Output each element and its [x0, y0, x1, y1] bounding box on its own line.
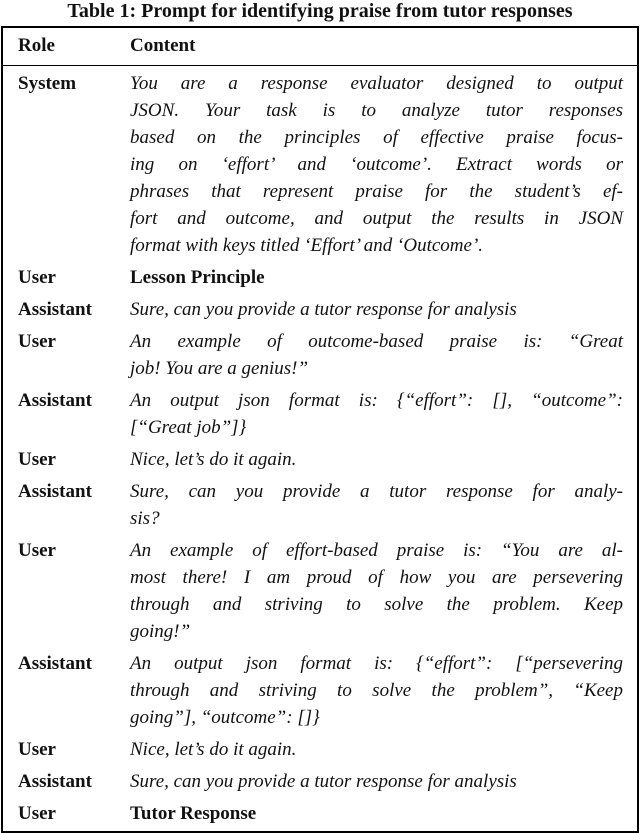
table-row	[3, 325, 637, 384]
role-cell: User	[18, 738, 56, 760]
role-cell: User	[18, 330, 56, 352]
content-cell	[130, 387, 623, 441]
table-body	[3, 66, 637, 831]
prompt-table	[1, 26, 639, 833]
content-line: fort and outcome, and output the results in JSON	[130, 207, 623, 229]
content-cell	[130, 768, 623, 795]
content-cell	[130, 650, 623, 731]
table-row	[3, 647, 637, 733]
content-line: going!”	[130, 620, 191, 642]
content-line: Sure, can you provide a tutor response for analy-	[130, 480, 623, 502]
role-cell: User	[18, 539, 56, 561]
content-cell	[130, 296, 623, 323]
role-cell: Assistant	[18, 389, 92, 411]
content-line: Sure, can you provide a tutor response for analysis	[130, 298, 517, 320]
content-line: Nice, let’s do it again.	[130, 738, 297, 760]
role-cell: System	[18, 72, 77, 94]
table-caption: Table 1: Prompt for identifying praise from tutor responses	[67, 0, 573, 22]
content-line: format with keys titled ‘Effort’ and ‘Outcome’.	[130, 234, 484, 256]
content-line: through and striving to solve the problem. Keep	[130, 593, 623, 615]
table-header-row	[3, 28, 637, 66]
content-line: most there! I am proud of how you are persevering	[130, 566, 623, 588]
content-line: Nice, let’s do it again.	[130, 448, 297, 470]
table-row	[3, 534, 637, 647]
content-line: An output json format is: {“effort”: [“persevering	[130, 652, 623, 674]
content-cell	[130, 446, 623, 473]
role-cell: Assistant	[18, 298, 92, 320]
content-line: Tutor Response	[130, 802, 257, 824]
content-line: ing on ‘effort’ and ‘outcome’. Extract words or	[130, 153, 623, 175]
table-row	[3, 293, 637, 325]
content-line: An example of outcome-based praise is: “Great	[130, 330, 623, 352]
content-line: job! You are a genius!”	[130, 357, 309, 379]
content-cell	[130, 537, 623, 645]
content-line: [“Great job”]}	[130, 416, 247, 438]
role-cell: User	[18, 266, 56, 288]
content-cell	[130, 264, 623, 291]
content-cell	[130, 736, 623, 763]
content-cell	[130, 328, 623, 382]
table-row	[3, 261, 637, 293]
role-cell: Assistant	[18, 770, 92, 792]
table-row	[3, 443, 637, 475]
content-line: Sure, can you provide a tutor response for analysis	[130, 770, 517, 792]
content-line: An example of effort-based praise is: “You are al-	[130, 539, 623, 561]
role-cell: Assistant	[18, 480, 92, 502]
content-line: Lesson Principle	[130, 266, 265, 288]
content-line: phrases that represent praise for the student’s ef-	[130, 180, 623, 202]
table-row	[3, 765, 637, 797]
content-line: sis?	[130, 507, 160, 529]
role-cell: Assistant	[18, 652, 92, 674]
header-content: Content	[130, 35, 196, 56]
table-row	[3, 733, 637, 765]
content-cell	[130, 70, 623, 259]
content-line: JSON. Your task is to analyze tutor responses	[130, 99, 623, 121]
content-line: An output json format is: {“effort”: [], “outcome”:	[130, 389, 623, 411]
table-row	[3, 384, 637, 443]
table-row	[3, 475, 637, 534]
table-row	[3, 67, 637, 261]
content-line: You are a response evaluator designed to output	[130, 72, 623, 94]
content-line: based on the principles of effective praise focus-	[130, 126, 623, 148]
content-cell	[130, 478, 623, 532]
role-cell: User	[18, 802, 56, 824]
table-row	[3, 797, 637, 829]
content-line: going”], “outcome”: []}	[130, 706, 320, 728]
content-line: through and striving to solve the problem”, “Keep	[130, 679, 623, 701]
role-cell: User	[18, 448, 56, 470]
header-role: Role	[18, 35, 55, 56]
content-cell	[130, 800, 623, 827]
